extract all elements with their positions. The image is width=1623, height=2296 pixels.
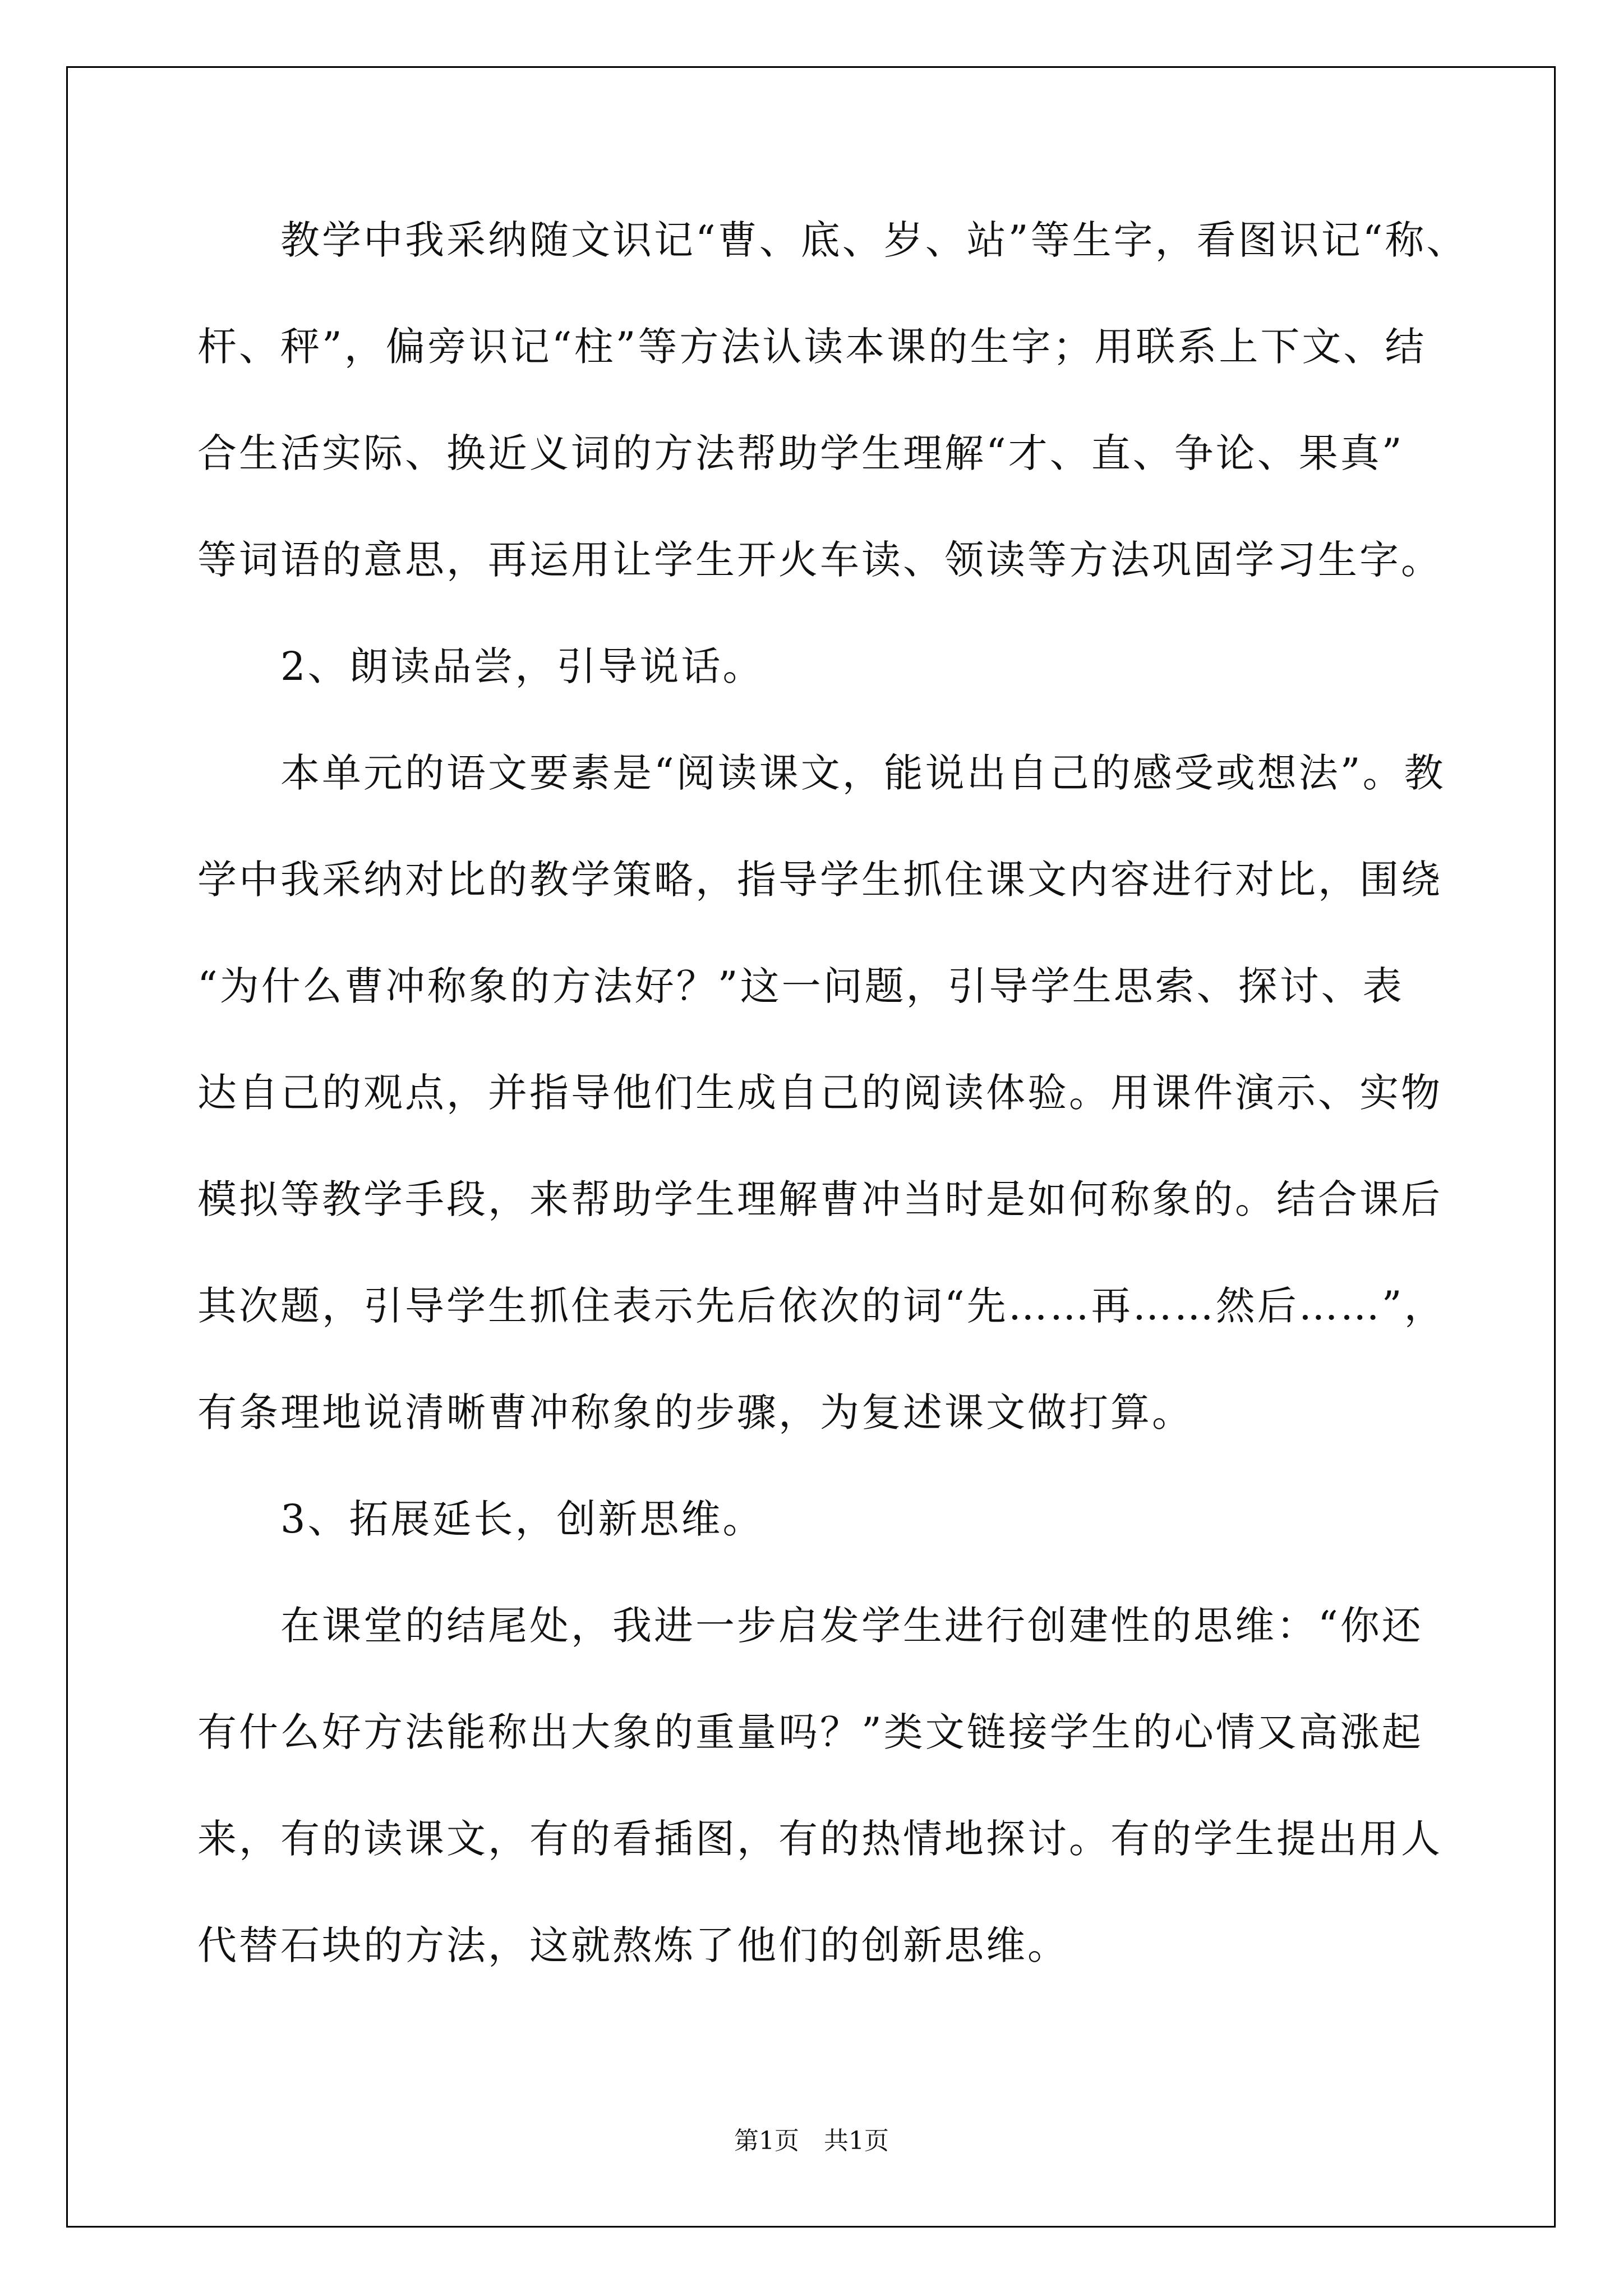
page-border bbox=[66, 66, 1556, 2228]
text-line: 本单元的语文要素是“阅读课文，能说出自己的感受或想法”。教 bbox=[280, 750, 1446, 796]
text-line: 代替石块的方法，这就熬炼了他们的创新思维。 bbox=[197, 1922, 1069, 1968]
text-line: 等词语的意思，再运用让学生开火车读、领读等方法巩固学习生字。 bbox=[197, 537, 1442, 583]
text-line: 有什么好方法能称出大象的重量吗？”类文链接学生的心情又高涨起 bbox=[197, 1709, 1423, 1755]
text-line: 达自己的观点，并指导他们生成自己的阅读体验。用课件演示、实物 bbox=[197, 1070, 1442, 1116]
text-line: 在课堂的结尾处，我进一步启发学生进行创建性的思维：“你还 bbox=[280, 1603, 1423, 1649]
text-line: 合生活实际、换近义词的方法帮助学生理解“才、直、争论、果真” bbox=[197, 430, 1404, 476]
page-footer: 第1页 共1页 bbox=[734, 2127, 889, 2155]
section-heading: 2、朗读品尝，引导说话。 bbox=[280, 643, 764, 689]
section-heading: 3、拓展延长，创新思维。 bbox=[280, 1496, 764, 1542]
text-line: 学中我采纳对比的教学策略，指导学生抓住课文内容进行对比，围绕 bbox=[197, 857, 1442, 903]
text-line: 有条理地说清晰曹冲称象的步骤，为复述课文做打算。 bbox=[197, 1389, 1193, 1435]
text-line: 其次题，引导学生抓住表示先后依次的词“先……再……然后……”， bbox=[197, 1283, 1446, 1329]
text-line: “为什么曹冲称象的方法好？”这一问题，引导学生思索、探讨、表 bbox=[197, 963, 1404, 1009]
text-line: 杆、秤”，偏旁识记“柱”等方法认读本课的生字；用联系上下文、结 bbox=[197, 324, 1427, 370]
text-line: 教学中我采纳随文识记“曹、底、岁、站”等生字，看图识记“称、 bbox=[280, 217, 1468, 263]
text-line: 模拟等教学手段，来帮助学生理解曹冲当时是如何称象的。结合课后 bbox=[197, 1176, 1442, 1222]
text-line: 来，有的读课文，有的看插图，有的热情地探讨。有的学生提出用人 bbox=[197, 1816, 1442, 1862]
